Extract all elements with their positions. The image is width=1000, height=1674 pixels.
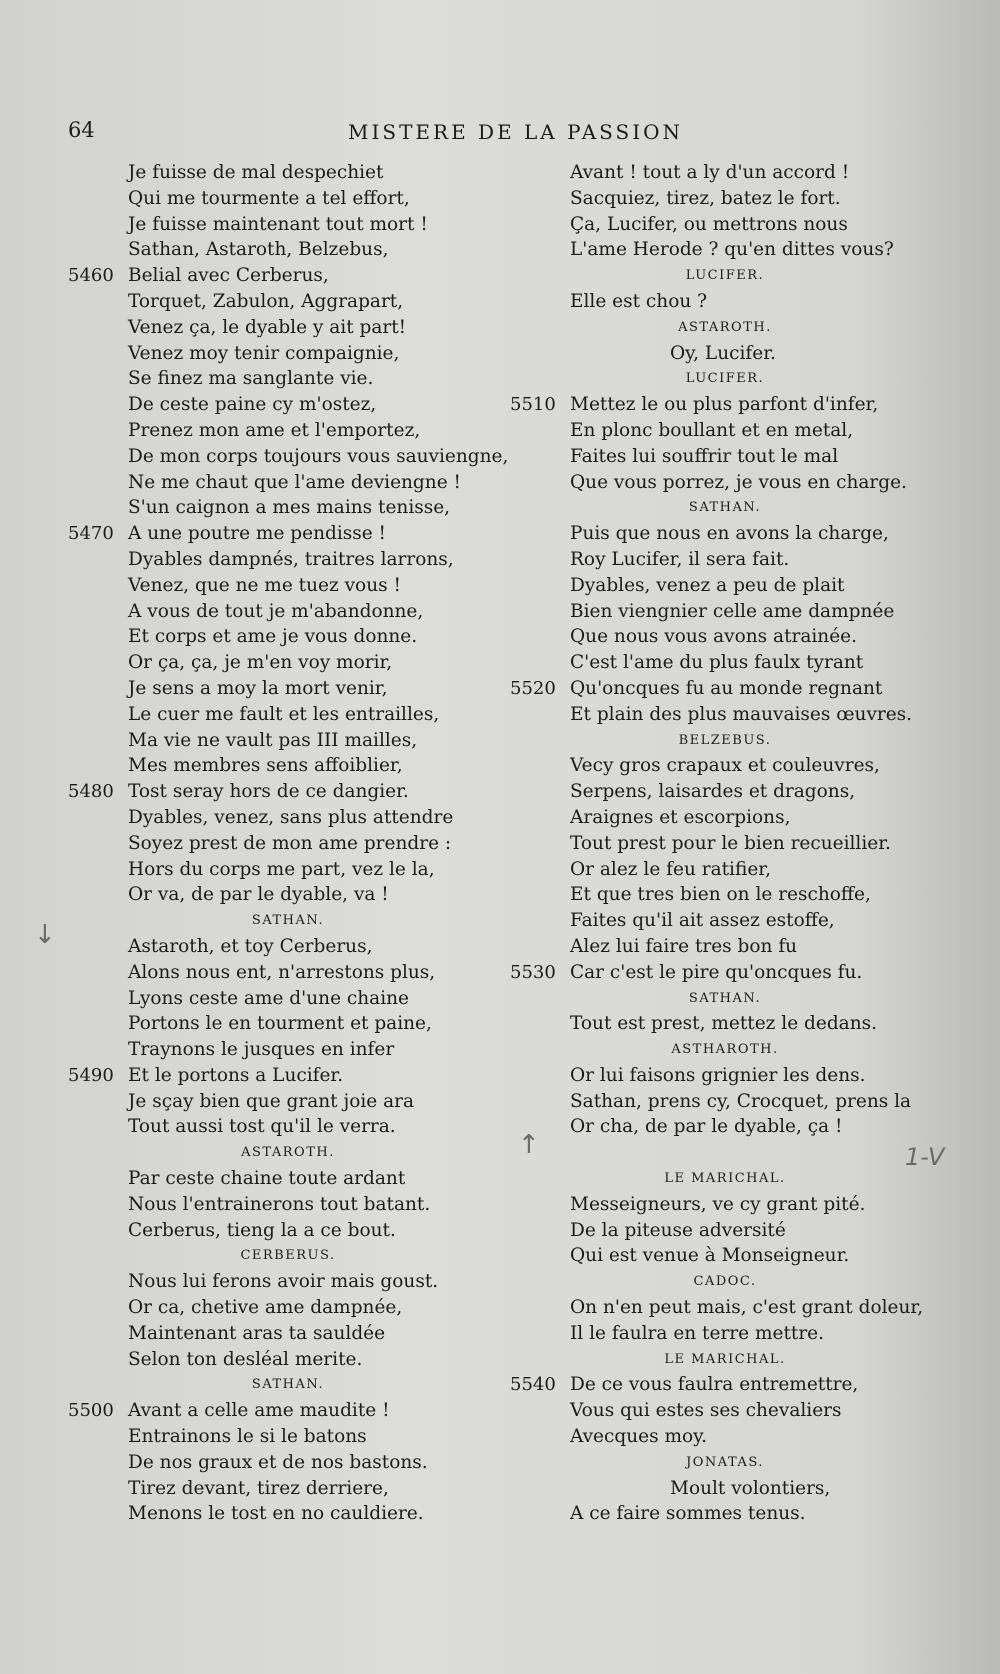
- speaker-name: LUCIFER.: [685, 268, 765, 284]
- verse-text: Menons le tost en no cauldiere.: [128, 1503, 424, 1525]
- verse-text: Ne me chaut que l'ame deviengne !: [128, 471, 461, 493]
- verse-line: [68, 289, 508, 315]
- verse-line: [68, 1089, 508, 1115]
- verse-text: Tout aussi tost qu'il le verra.: [128, 1116, 396, 1138]
- speaker-name: SATHAN.: [688, 500, 762, 516]
- verse-line: [68, 495, 508, 521]
- verse-text: Et que tres bien on le reschoffe,: [570, 884, 871, 906]
- verse-text: Se finez ma sanglante vie.: [128, 368, 374, 390]
- verse-text: A vous de tout je m'abandonne,: [128, 600, 424, 622]
- verse-line: [510, 237, 940, 263]
- verse-line: [68, 624, 508, 650]
- verse-text: Alons nous ent, n'arrestons plus,: [128, 961, 436, 983]
- verse-line: [68, 1424, 508, 1450]
- verse-line: [68, 212, 508, 238]
- verse-line: [510, 1063, 940, 1089]
- verse-text: Ma vie ne vault pas III mailles,: [128, 729, 418, 751]
- verse-line: [68, 1011, 508, 1037]
- pencil-down-arrow-icon: ↓: [34, 920, 56, 950]
- verse-line: [68, 1063, 508, 1089]
- verse-text: Il le faulra en terre mettre.: [570, 1322, 824, 1344]
- verse-line: [68, 1398, 508, 1424]
- verse-line: [510, 831, 940, 857]
- verse-text: L'ame Herode ? qu'en dittes vous?: [570, 239, 894, 261]
- verse-text: Ça, Lucifer, ou mettrons nous: [570, 213, 848, 235]
- verse-text: Nous lui ferons avoir mais goust.: [128, 1271, 439, 1293]
- speaker-name: CADOC.: [693, 1274, 757, 1290]
- verse-text: S'un caignon a mes mains tenisse,: [128, 497, 451, 519]
- verse-line: [68, 1501, 508, 1527]
- speaker-name: BELZEBUS.: [678, 732, 772, 748]
- verse-text: Car c'est le pire qu'oncques fu.: [570, 961, 863, 983]
- verse-text: Or ca, chetive ame dampnée,: [128, 1297, 403, 1319]
- verse-line: [510, 1476, 940, 1502]
- verse-line: [510, 805, 940, 831]
- section-gap: [510, 1140, 940, 1166]
- verse-text: Faites qu'il ait assez estoffe,: [570, 910, 835, 932]
- verse-text: Avecques moy.: [570, 1426, 708, 1448]
- verse-line: [510, 547, 940, 573]
- verse-text: Or alez le feu ratifier,: [570, 858, 771, 880]
- verse-text: De mon corps toujours vous sauviengne,: [128, 445, 509, 467]
- verse-line: [510, 341, 940, 367]
- verse-text: Alez lui faire tres bon fu: [570, 935, 798, 957]
- verse-line: [68, 702, 508, 728]
- verse-line: [68, 237, 508, 263]
- verse-line: [68, 547, 508, 573]
- verse-line: [68, 444, 508, 470]
- verse-text: Sathan, Astaroth, Belzebus,: [128, 239, 389, 261]
- verse-line: [510, 676, 940, 702]
- speaker-name: LE MARICHAL.: [664, 1351, 786, 1367]
- verse-line: [68, 1218, 508, 1244]
- verse-line: [68, 1192, 508, 1218]
- verse-text: Moult volontiers,: [670, 1477, 831, 1499]
- speaker-name: SATHAN.: [251, 1377, 325, 1393]
- line-number: 5530: [510, 961, 556, 983]
- speaker-name: ASTAROTH.: [241, 1145, 335, 1161]
- verse-line: [68, 1347, 508, 1373]
- verse-text: Or cha, de par le dyable, ça !: [570, 1116, 843, 1138]
- verse-text: De nos graux et de nos bastons.: [128, 1451, 428, 1473]
- verse-line: [510, 1501, 940, 1527]
- verse-text: Vous qui estes ses chevaliers: [570, 1400, 842, 1422]
- verse-text: A une poutre me pendisse !: [128, 523, 386, 545]
- speaker-name: JONATAS.: [686, 1454, 764, 1470]
- verse-line: [68, 599, 508, 625]
- verse-line: [510, 289, 940, 315]
- speaker-name: LE MARICHAL.: [664, 1171, 786, 1187]
- verse-text: Venez ça, le dyable y ait part!: [128, 316, 407, 338]
- right-column: [510, 160, 940, 1527]
- verse-line: [510, 186, 940, 212]
- verse-text: Dyables dampnés, traitres larrons,: [128, 548, 454, 570]
- verse-line: [510, 702, 940, 728]
- verse-text: Lyons ceste ame d'une chaine: [128, 987, 409, 1009]
- page-header: [0, 118, 1000, 148]
- verse-text: Et le portons a Lucifer.: [128, 1064, 344, 1086]
- verse-line: [510, 934, 940, 960]
- verse-text: Faites lui souffrir tout le mal: [570, 445, 839, 467]
- verse-text: Vecy gros crapaux et couleuvres,: [570, 755, 880, 777]
- verse-text: En plonc boullant et en metal,: [570, 419, 854, 441]
- verse-line: [68, 186, 508, 212]
- verse-line: [68, 882, 508, 908]
- pencil-up-arrow-icon: ↑: [518, 1130, 540, 1160]
- verse-text: Cerberus, tieng la a ce bout.: [128, 1219, 396, 1241]
- verse-text: On n'en peut mais, c'est grant doleur,: [570, 1297, 924, 1319]
- verse-line: [510, 470, 940, 496]
- verse-line: [510, 624, 940, 650]
- verse-text: Tout prest pour le bien recueillier.: [570, 832, 891, 854]
- verse-text: Qui me tourmente a tel effort,: [128, 187, 410, 209]
- verse-text: Et corps et ame je vous donne.: [128, 626, 418, 648]
- verse-line: [68, 676, 508, 702]
- verse-line: [68, 728, 508, 754]
- verse-line: [68, 1269, 508, 1295]
- speaker-name: ASTHAROTH.: [671, 1042, 779, 1058]
- verse-text: Astaroth, et toy Cerberus,: [128, 935, 373, 957]
- verse-text: Or va, de par le dyable, va !: [128, 884, 389, 906]
- line-number: 5470: [68, 523, 114, 545]
- verse-line: [68, 934, 508, 960]
- verse-text: Nous l'entrainerons tout batant.: [128, 1193, 431, 1215]
- verse-text: Belial avec Cerberus,: [128, 265, 329, 287]
- speaker-name: SATHAN.: [251, 913, 325, 929]
- verse-line: [510, 212, 940, 238]
- verse-text: Elle est chou ?: [570, 290, 708, 312]
- verse-text: Dyables, venez, sans plus attendre: [128, 806, 454, 828]
- verse-text: Que vous porrez, je vous en charge.: [570, 471, 907, 493]
- verse-text: Entrainons le si le batons: [128, 1426, 367, 1448]
- verse-line: [68, 263, 508, 289]
- verse-line: [510, 960, 940, 986]
- verse-text: Venez moy tenir compaignie,: [128, 342, 400, 364]
- verse-text: A ce faire sommes tenus.: [570, 1503, 806, 1525]
- verse-text: Messeigneurs, ve cy grant pité.: [570, 1193, 866, 1215]
- verse-line: [68, 1166, 508, 1192]
- verse-line: [68, 418, 508, 444]
- verse-text: De ce vous faulra entremettre,: [570, 1374, 859, 1396]
- verse-text: Dyables, venez a peu de plait: [570, 574, 845, 596]
- verse-text: Venez, que ne me tuez vous !: [128, 574, 401, 596]
- verse-text: Tirez devant, tirez derriere,: [128, 1477, 389, 1499]
- verse-line: [68, 341, 508, 367]
- verse-text: Je sçay bien que grant joie ara: [128, 1090, 415, 1112]
- line-number: 5510: [510, 394, 556, 416]
- verse-line: [68, 392, 508, 418]
- verse-text: Traynons le jusques en infer: [128, 1039, 395, 1061]
- verse-line: [68, 650, 508, 676]
- verse-text: Maintenant aras ta sauldée: [128, 1322, 386, 1344]
- verse-line: [510, 1011, 940, 1037]
- verse-text: Serpens, laisardes et dragons,: [570, 781, 856, 803]
- verse-line: [510, 392, 940, 418]
- verse-text: Sathan, prens cy, Crocquet, prens la: [570, 1090, 912, 1112]
- line-number: 5490: [68, 1064, 114, 1086]
- verse-text: Avant ! tout a ly d'un accord !: [570, 162, 850, 183]
- verse-text: Que nous vous avons atrainée.: [570, 626, 857, 648]
- verse-line: [510, 1372, 940, 1398]
- verse-line: [68, 1476, 508, 1502]
- verse-text: Qu'oncques fu au monde regnant: [570, 677, 883, 699]
- verse-text: Or ça, ça, je m'en voy morir,: [128, 652, 393, 674]
- verse-text: C'est l'ame du plus faulx tyrant: [570, 652, 864, 674]
- verse-text: Qui est venue à Monseigneur.: [570, 1245, 850, 1267]
- verse-text: Prenez mon ame et l'emportez,: [128, 419, 421, 441]
- line-number: 5540: [510, 1374, 556, 1396]
- verse-line: [510, 160, 940, 186]
- verse-text: De ceste paine cy m'ostez,: [128, 394, 377, 416]
- verse-line: [510, 444, 940, 470]
- verse-line: [68, 573, 508, 599]
- verse-line: [68, 1450, 508, 1476]
- verse-text: De la piteuse adversité: [570, 1219, 786, 1241]
- verse-text: Soyez prest de mon ame prendre :: [128, 832, 452, 854]
- line-number: 5460: [68, 265, 114, 287]
- speaker-name: CERBERUS.: [240, 1248, 336, 1264]
- verse-text: Mettez le ou plus parfont d'infer,: [570, 394, 879, 416]
- verse-text: Je fuisse de mal despechiet: [128, 162, 384, 183]
- verse-text: Avant a celle ame maudite !: [128, 1400, 390, 1422]
- verse-line: [510, 1321, 940, 1347]
- speaker-name: ASTAROTH.: [678, 319, 772, 335]
- verse-line: [68, 753, 508, 779]
- verse-text: Tost seray hors de ce dangier.: [128, 781, 409, 803]
- verse-line: [510, 1398, 940, 1424]
- verse-line: [510, 418, 940, 444]
- verse-text: Oy, Lucifer.: [670, 342, 776, 364]
- verse-line: [510, 857, 940, 883]
- line-number: 5500: [68, 1400, 114, 1422]
- verse-text: Torquet, Zabulon, Aggrapart,: [128, 290, 404, 312]
- left-column: [68, 160, 508, 1527]
- verse-line: [510, 1089, 940, 1115]
- speaker-name: LUCIFER.: [685, 371, 765, 387]
- verse-line: [68, 1114, 508, 1140]
- verse-line: [510, 1424, 940, 1450]
- verse-line: [510, 650, 940, 676]
- verse-line: [510, 1218, 940, 1244]
- speaker-name: SATHAN.: [688, 990, 762, 1006]
- verse-text: Je fuisse maintenant tout mort !: [128, 213, 428, 235]
- line-number: 5520: [510, 677, 556, 699]
- verse-line: [68, 315, 508, 341]
- verse-line: [68, 366, 508, 392]
- verse-text: Bien viengnier celle ame dampnée: [570, 600, 895, 622]
- verse-text: Araignes et escorpions,: [570, 806, 791, 828]
- verse-line: [68, 986, 508, 1012]
- verse-text: Or lui faisons grignier les dens.: [570, 1064, 866, 1086]
- verse-text: Mes membres sens affoiblier,: [128, 755, 403, 777]
- verse-line: [510, 521, 940, 547]
- verse-line: [68, 1037, 508, 1063]
- verse-line: [68, 1321, 508, 1347]
- verse-text: Je sens a moy la mort venir,: [128, 677, 388, 699]
- verse-text: Tout est prest, mettez le dedans.: [570, 1013, 877, 1035]
- verse-text: Puis que nous en avons la charge,: [570, 523, 889, 545]
- verse-line: [68, 1295, 508, 1321]
- verse-line: [68, 521, 508, 547]
- pencil-margin-note: 1-V: [905, 1143, 945, 1171]
- verse-text: Selon ton desléal merite.: [128, 1348, 363, 1370]
- verse-text: Par ceste chaine toute ardant: [128, 1168, 406, 1190]
- verse-line: [510, 908, 940, 934]
- verse-line: [68, 805, 508, 831]
- verse-text: Le cuer me fault et les entrailles,: [128, 703, 440, 725]
- verse-line: [68, 470, 508, 496]
- verse-line: [510, 1243, 940, 1269]
- verse-line: [510, 882, 940, 908]
- running-title: MISTERE DE LA PASSION: [348, 120, 684, 144]
- verse-line: [510, 599, 940, 625]
- verse-line: [510, 753, 940, 779]
- verse-line: [68, 779, 508, 805]
- verse-line: [68, 857, 508, 883]
- verse-text: Et plain des plus mauvaises œuvres.: [570, 703, 913, 725]
- verse-line: [510, 1192, 940, 1218]
- line-number: 5480: [68, 781, 114, 803]
- verse-line: [68, 960, 508, 986]
- verse-line: [510, 779, 940, 805]
- page-number: 64: [68, 118, 95, 142]
- verse-line: [510, 573, 940, 599]
- verse-text: Sacquiez, tirez, batez le fort.: [570, 187, 841, 209]
- verse-text: Hors du corps me part, vez le la,: [128, 858, 435, 880]
- verse-line: [510, 1114, 940, 1140]
- verse-text: Roy Lucifer, il sera fait.: [570, 548, 790, 570]
- verse-line: [510, 1295, 940, 1321]
- verse-line: [68, 160, 508, 186]
- verse-line: [68, 831, 508, 857]
- verse-text: Portons le en tourment et paine,: [128, 1013, 432, 1035]
